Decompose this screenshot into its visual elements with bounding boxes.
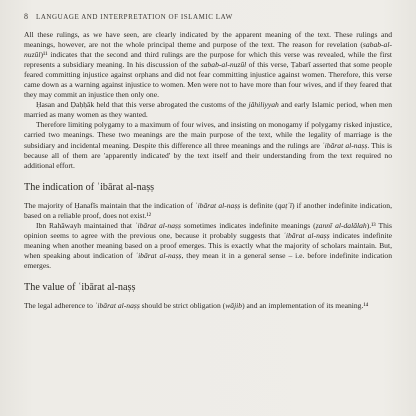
text-run: ).¹³ This opinion seems to agree with the previous one, because it probably suggests that [24, 220, 392, 240]
text-run: sometimes indicates indefinite meanings ( [180, 220, 316, 230]
italic-term: jāhiliyyah [248, 100, 279, 110]
text-run: and early Islamic period, when men married as many women as they wanted. [24, 100, 392, 120]
body-paragraph [24, 201, 392, 221]
text-run: Therefore limiting polygamy to a maximum of four wives, and insisting on monogamy if polygamy risked injustice, carried two meanings. These two meanings are the main purpose of the text, while the legality of marriage is the subsidiary and incidental meaning. Despite this difference all three meanings and the rulings are [24, 120, 392, 150]
running-head-title: LANGUAGE AND INTERPRETATION OF ISLAMIC LAW [36, 13, 233, 21]
italic-term: ʿibārat al-naṣṣ [322, 140, 368, 150]
italic-term: qaṭʿī [277, 200, 292, 210]
italic-term: ʿibārat al-naṣṣ [94, 300, 140, 310]
italic-term: ẓannī al-dalālah [315, 220, 367, 230]
text-run: . This is because all of them are 'apparently indicated' by the text itself and their understanding from the text required no additional effort. [24, 140, 393, 170]
text-run: ) and an implementation of its meaning.¹⁴ [242, 300, 369, 310]
italic-term: ʿibārat al-naṣṣ [195, 200, 241, 210]
italic-term: sabab-al-nuzūl [200, 60, 247, 70]
italic-term: ʿibārat al-naṣṣ [283, 230, 330, 240]
running-head [24, 12, 392, 21]
body-paragraph [24, 30, 392, 100]
italic-term: ʿibārat al-naṣṣ [134, 220, 181, 230]
text-run: The majority of Ḥanafīs maintain that the indication of [24, 200, 196, 210]
body-paragraph [24, 100, 392, 120]
text-run: Ibn Rahāwayh maintained that [36, 220, 135, 230]
text-run: , they mean it in a general sense – i.e. before indefinite indication emerges. [24, 250, 393, 270]
section-heading: The value of ʿibārat al-naṣṣ [24, 281, 136, 293]
section-heading: The indication of ʿibārat al-naṣṣ [24, 181, 155, 193]
text-run: should be strict obligation ( [139, 300, 226, 310]
text-run: ) if another indefinite indication, based on a reliable proof, does not exist.¹² [24, 200, 392, 220]
body-text [24, 30, 392, 311]
text-run: )¹¹ indicates that the second and third rulings are the purpose for which this verse was revealed, while the first represents a subsidiary meaning. In his discussion of the [24, 50, 392, 70]
body-paragraph [24, 120, 392, 170]
italic-term: wājib [225, 300, 243, 310]
page-number: 8 [24, 12, 28, 21]
body-paragraph [24, 301, 392, 311]
text-run: indicates indefinite meaning when another meaning based on a proof emerges. This is exactly what the majority of scholars maintain. But, when speaking about indication of [24, 230, 392, 260]
body-paragraph [24, 221, 392, 271]
text-run: Ḥasan and Ḍaḥḥāk held that this verse abrogated the customs of the [36, 100, 249, 110]
text-run: The legal adherence to [24, 300, 95, 310]
text-run: is definite ( [240, 200, 278, 210]
text-run: All these rulings, as we have seen, are clearly indicated by the apparent meaning of the text. These rulings and meanings, however, are not the whole principal theme and purpose of the text. The reason for revelation ( [24, 30, 392, 50]
italic-term: sabab-al-nuzūl [24, 40, 392, 60]
italic-term: ʿibārat al-naṣṣ [135, 250, 182, 260]
text-run: of this verse, Ṭabarī asserted that some people feared committing injustice against orphans and did not fear committing injustice against women. Therefore, this verse came down as a warning against injustice to women. Men were not to have more than four wives, and if they feared that they may commit an injustice then only one. [24, 60, 392, 100]
